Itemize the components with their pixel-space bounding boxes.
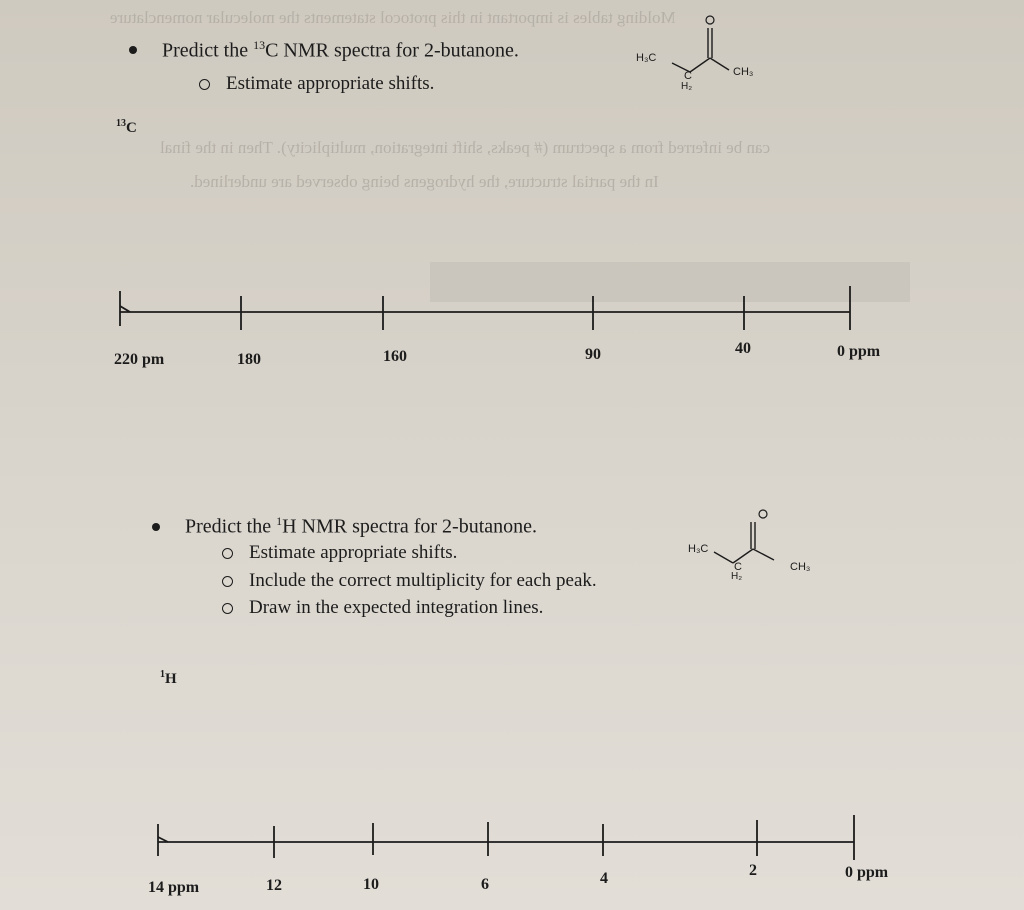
structure-ch2-c: C	[734, 561, 742, 573]
structure-ch2-h: H₂	[681, 81, 693, 92]
axis-1h-label: 0 ppm	[845, 864, 889, 881]
sub-item-1h-1: Estimate appropriate shifts.	[222, 542, 457, 564]
nucleus-label-13c: $^{13}$C	[116, 118, 137, 136]
bleed-through-text: In the partial structure, the hydrogens being observed are underlined.	[190, 172, 659, 191]
axis-1h-label: 12	[266, 877, 282, 894]
structure-right-ch3: CH₃	[790, 561, 811, 573]
structure-ch2-c: C	[684, 70, 692, 82]
bleed-through-text: can be inferred from a spectrum (# peaks, shift integration, multiplicity). Then in the final	[160, 138, 771, 157]
axis-1h-label: 4	[600, 870, 608, 887]
nucleus-label-1h: $^1$H	[160, 669, 177, 687]
prompt-13c: Predict the $^{13}$C NMR spectra for 2-butanone.	[162, 38, 519, 62]
axis-1h-label: 6	[481, 876, 489, 893]
structure-right-ch3: CH₃	[733, 66, 754, 78]
axis-13c-label: 180	[237, 351, 261, 368]
axis-13c-label: 40	[735, 340, 751, 357]
structure-left-ch3: H₃C	[636, 52, 657, 64]
axis-1h-label: 10	[363, 876, 379, 893]
sub-item-1h-3: Draw in the expected integration lines.	[222, 597, 543, 619]
prompt-1h: Predict the $^1$H NMR spectra for 2-butanone.	[185, 514, 538, 538]
axis-13c-label: 160	[383, 348, 407, 365]
axis-1h-label: 2	[749, 862, 757, 879]
axis-1h-label: 14 ppm	[148, 879, 200, 896]
sub-item-1h-2: Include the correct multiplicity for each peak.	[222, 570, 597, 592]
axis-13c-label: 0 ppm	[837, 343, 881, 360]
bleed-through-text: Molding tables is important in this protocol statements the molecular nomenclature	[110, 8, 676, 27]
axis-13c-label: 220 pm	[114, 351, 165, 368]
axis-13c-label: 90	[585, 346, 601, 363]
sub-item-13c-1: Estimate appropriate shifts.	[199, 73, 434, 95]
structure-ch2-h: H₂	[731, 571, 743, 582]
structure-left-ch3: H₃C	[688, 543, 709, 555]
